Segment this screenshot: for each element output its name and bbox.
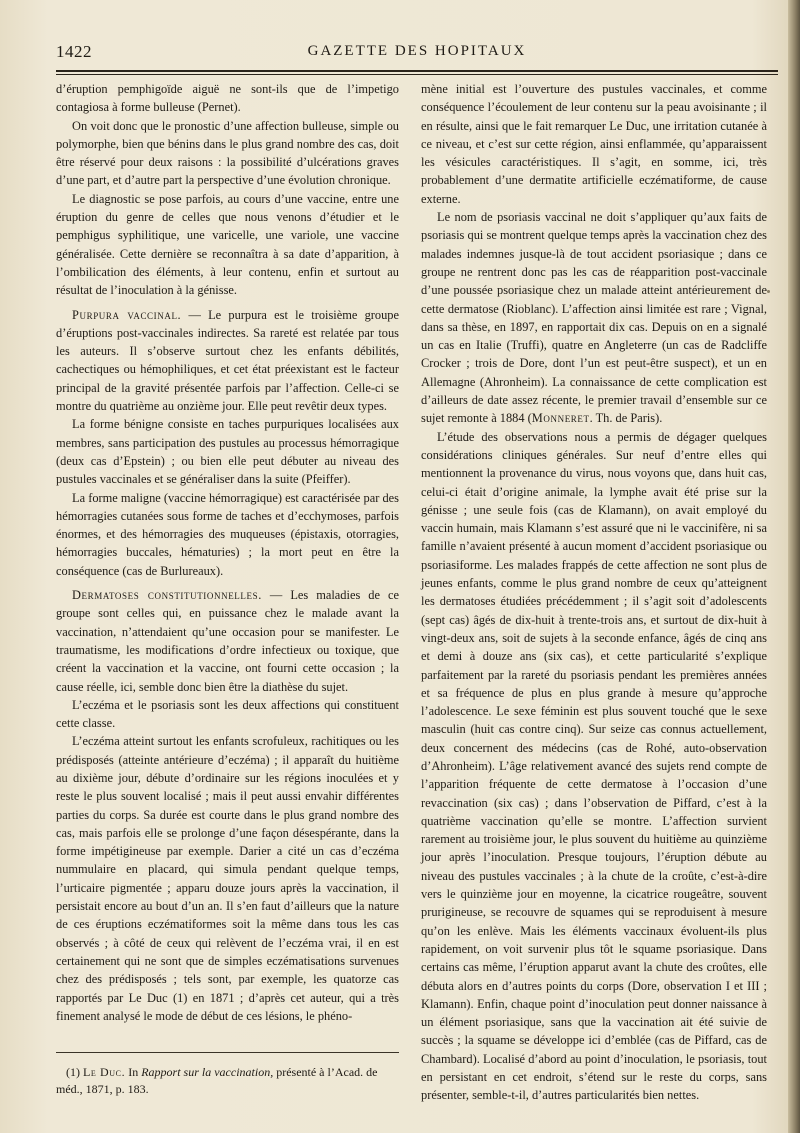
- paragraph: [421, 208, 767, 428]
- page-number: 1422: [56, 42, 92, 61]
- header-rule-thick: [56, 70, 778, 72]
- paragraph: La forme maligne (vaccine hémorragique) est caractérisée par des hémorragies cutanées sous forme de taches et d’ecchymoses, parfois énormes, et des hémorragies des muqueuses (épistaxis, otorragies, hémorragies buccales, hématuries) ; la mort peut en être la conséquence (cas de Burlureaux).: [56, 490, 399, 578]
- paper-speck: [767, 290, 770, 293]
- footnote-rule: [56, 1052, 399, 1053]
- section-heading: Dermatoses constitutionnelles.: [72, 588, 262, 603]
- paragraph: Le diagnostic se pose parfois, au cours d’une vaccine, entre une éruption du genre de celles que nous venons d’étudier et le pemphigus syphilitique, une varicelle, une variole, une vaccine généralisée. Cette dernière se reconnaîtra à sa date d’apparition, à l’ombilication des éléments, à leur contenu, enfin et surtout au résultat de l’inoculation à la génisse.: [56, 191, 399, 298]
- section-heading: Purpura vaccinal.: [72, 307, 182, 322]
- paragraph-text: . Th. de Paris).: [589, 411, 663, 426]
- page-binding-edge: [788, 0, 800, 1133]
- header-rule-thin: [56, 74, 778, 75]
- section-dermatoses: [56, 586, 399, 696]
- footnote-author: Le Duc.: [83, 1065, 126, 1079]
- cited-author: Monneret: [531, 411, 590, 426]
- footnote-pre: In: [128, 1065, 139, 1079]
- right-column: [421, 80, 767, 1105]
- paragraph: L’eczéma et le psoriasis sont les deux affections qui constituent cette classe.: [56, 697, 399, 731]
- paragraph: L’eczéma atteint surtout les enfants scrofuleux, rachitiques ou les prédisposés (atteinte antérieure d’eczéma) ; il apparaît du huitième au dixième jour, débute d’ordinaire sur les régions inoculées et y reste le plus souvent localisé ; mais il peut aussi envahir différentes parties du corps. Sa durée est courte dans le plus grand nombre des cas, mais parfois elle se prolonge d’une façon désespérante, dans la forme impétigineuse par exemple. Darier a cité un cas d’eczéma nummulaire en placard, qui simula pendant quelque temps, l’urticaire pigmentée ; apparu douze jours après la vaccination, il persistait encore au bout d’un an. Il s’en faut d’ailleurs que la nature de ces éruptions eczématiformes soit la même dans tous les cas observés ; à côté de ceux qui relèvent de l’eczéma vrai, il en est certainement qui ne sont que de simples eczématisations survenues chez des prédisposés ; tels sont, par exemple, les quatorze cas rapportés par Le Duc (1) en 1871 ; d’après cet auteur, qui a très finement analysé le mode de début de ces lésions, le phéno-: [56, 734, 399, 1023]
- paragraph: d’éruption pemphigoïde aiguë ne sont-ils que de l’impetigo contagiosa à forme bulleuse (Pernet).: [56, 82, 399, 115]
- page-header: [56, 42, 778, 64]
- paragraph-text: — Les maladies de ce groupe sont celles qui, en puissance chez le malade avant la vaccination, n’attendaient qu’une occasion pour se manifester. Le traumatisme, les modifications d’ordre infectieux ou toxique, que créent la vaccination et la vaccine, ont fourni cette occasion ; la cause réelle, ici, semble donc bien être la diathèse du sujet.: [56, 588, 399, 694]
- paragraph: On voit donc que le pronostic d’une affection bulleuse, simple ou polymorphe, bien que bénins dans le plus grand nombre des cas, doit être réservé pour deux raisons : la possibilité d’ulcérations graves d’une part, et d’autre part la perspective d’une évolution chronique.: [56, 118, 399, 188]
- paragraph: L’étude des observations nous a permis de dégager quelques considérations cliniques générales. Sur neuf d’entre elles qui mentionnent la provenance du virus, nous voyons que, dans huit cas, celui-ci était d’origine animale, la lymphe avait été prise sur la génisse ; une seule fois (cas de Klamann), on avait employé du vaccin humain, mais Klamann s’est assuré que ni le vaccinifère, ni sa famille n’avaient présenté à aucun moment d’accident psoriasique ou psoriasiforme. Les malades frappés de cette affection ne sont plus de jeunes enfants, comme le plus grand nombre de ceux qu’atteignent les dermatoses étudiées précédemment ; il s’agit soit d’adolescents (sept cas) âgés de dix-huit à trente-trois ans, et surtout de dix-huit à vingt-deux ans, soit de sujets à la seconde enfance, âgés de cinq ans et demi à douze ans (six cas), et cette particularité s’explique parfaitement par la rareté du psoriasis pendant les premières années et sa fréquence de plus en plus grande à mesure qu’approche l’adolescence. Le sexe féminin est plus souvent touché que le sexe masculin (huit cas contre cinq). Sur seize cas connus actuellement, deux concernent des médecins (cas de Rohé, auto-observation d’Ahronheim). L’âge relativement avancé des sujets rend compte de l’apparition fréquente de cette dermatose à l’occasion d’une revaccination (six cas) ; dans l’observation de Piffard, c’est à la quatrième vaccination qu’elle se montre. L’affection survient rarement au troisième jour, le plus souvent du huitième au quinzième jour après l’inoculation. Presque toujours, l’éruption débute au niveau des pustules vaccinales ; à la chute de la croûte, c’est-à-dire vers le quinzième jour en moyenne, la cicatrice rougeâtre, souvent prurigineuse, se recouvre de squames qui se reproduisent à mesure qu’on les enlève. Mais les éléments vaccinaux évoluent-ils plus rapidement, on voit survenir plus tôt le squame psoriasique. Dans certains cas même, l’éruption apparut avant la chute des croûtes, elle débuta alors en d’autres points du corps (Dore, observation I et III ; Klamann). Enfin, chaque point d’inoculation peut donner naissance à un élément psoriasique, sans que la vaccination ait été suivie de succès ; la squame se développe ici d’emblée (cas de Piffard, cas de Chambard). Localisé d’abord au point d’inoculation, le psoriasis, tout en persistant en cet endroit, s’étend sur le reste du corps, sans présenter, semble-t-il, d’autres particularités bien nettes.: [421, 429, 767, 1103]
- paragraph: La forme bénigne consiste en taches purpuriques localisées aux membres, sans participation des pustules au processus hémorragique (deux cas d’Epstein) ; ou bien elle peut débuter au niveau des pustules vaccinales et se généraliser dans la suite (Pfeiffer).: [56, 417, 399, 487]
- footnote-number: (1): [66, 1065, 80, 1079]
- paragraph: mène initial est l’ouverture des pustules vaccinales, et comme conséquence l’écoulement de leur contenu sur la peau avoisinante ; il en résulte, ainsi que le fait remarquer Le Duc, une irritation cutanée à ce niveau, et c’est sur cette région, ainsi enflammée, qu’apparaissent les vésicules caractéristiques. Il s’agit, en somme, ici, très probablement d’une dermatite artificielle eczématiforme, de cause externe.: [421, 82, 767, 206]
- section-purpura: [56, 306, 399, 416]
- journal-title: GAZETTE DES HOPITAUX: [307, 43, 527, 59]
- paragraph-text: — Le purpura est le troisième groupe d’éruptions post-vaccinales indirectes. Sa rareté est relatée par tous les auteurs. Il s’observe surtout chez les enfants débilités, cachectiques ou hémophiliques, et cet état préexistant est le facteur principal de la gravité présentée parfois par l’affection. Celle-ci se montre du quatrième au onzième jour. Elle peut revêtir deux types.: [56, 307, 399, 414]
- footnote-rest: présenté à l’Acad. de méd., 1871, p. 183.: [56, 1065, 378, 1096]
- left-column: [56, 80, 399, 1025]
- footnote-title: Rapport sur la vaccination,: [141, 1065, 274, 1079]
- paragraph-text: Le nom de psoriasis vaccinal ne doit s’appliquer qu’aux faits de psoriasis qui se montrent quelque temps après la vaccination chez des malades indemnes jusque-là de tout accident psoriasique ; dans ce groupe ne rentrent donc pas les cas de réapparition post-vaccinale d’une poussée psoriasique chez un malade atteint antérieurement de cette dermatose (Rioblanc). L’affection ainsi limitée est rare ; Vignal, dans sa thèse, en 1897, en rapportait dix cas. Depuis on en a signalé un cas en Italie (Truffi), quatre en Angleterre (un cas de Radcliffe Crocker ; trois de Dore, dont l’un est peut-être suspect), et un en Allemagne (Ahronheim). La connaissance de cette complication est d’ailleurs de date assez récente, le premier travail d’ensemble sur ce sujet remonte à 1884 (: [421, 210, 767, 426]
- footnote: [56, 1064, 399, 1098]
